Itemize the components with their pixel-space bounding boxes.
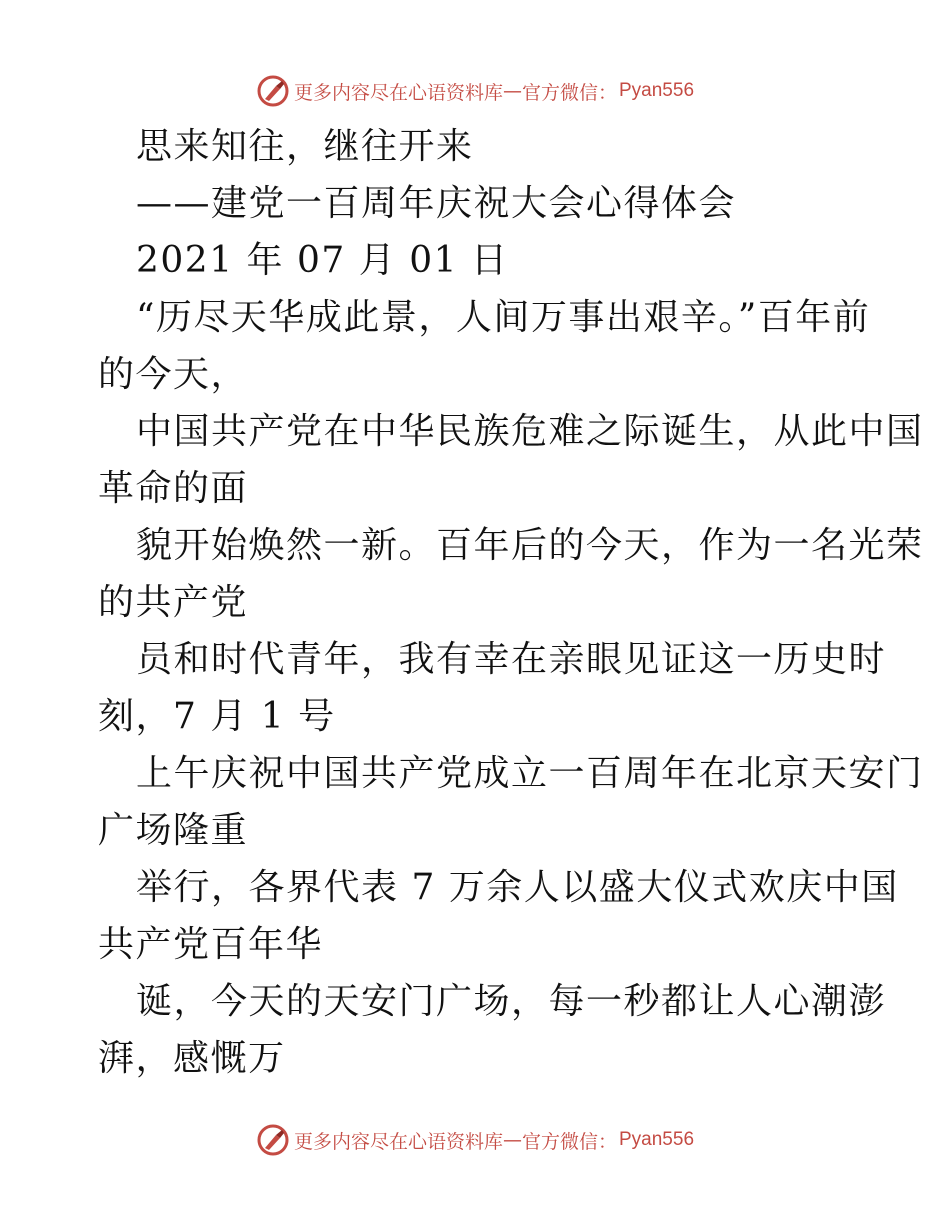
paragraph-line: 湃，感慨万 xyxy=(98,1038,286,1079)
paragraph-line: 广场隆重 xyxy=(98,810,249,851)
watermark-wechat-id: Pyan556 xyxy=(619,1129,695,1150)
header-watermark xyxy=(0,71,950,111)
watermark-separator: — xyxy=(502,1129,522,1151)
document-title: 思来知往，继往开来 xyxy=(136,126,474,167)
paragraph-line: “历尽天华成此景，人间万事出艰辛。”百年前 xyxy=(136,297,871,338)
footer-watermark xyxy=(0,1120,950,1160)
paragraph-line: 刻，7 月 1 号 xyxy=(98,696,336,737)
paragraph-line: 诞，今天的天安门广场，每一秒都让人心潮澎 xyxy=(136,981,887,1022)
paragraph-line: 举行，各界代表 7 万余人以盛大仪式欢庆中国 xyxy=(136,867,899,908)
paragraph-line: 的今天， xyxy=(98,354,249,395)
paragraph-line: 中国共产党在中华民族危难之际诞生，从此中国 xyxy=(136,411,924,452)
watermark-text: 更多内容尽在心语资料库 xyxy=(293,81,503,104)
watermark-wechat-id: Pyan556 xyxy=(619,80,695,101)
pen-nib-logo-icon xyxy=(256,74,290,108)
document-body xyxy=(98,118,924,1087)
paragraph-line: 员和时代青年，我有幸在亲眼见证这一历史时 xyxy=(136,639,887,680)
document-subtitle: ——建党一百周年庆祝大会心得体会 xyxy=(136,183,737,224)
pen-nib-logo-icon xyxy=(256,1123,290,1157)
document-date: 2021 年 07 月 01 日 xyxy=(136,240,509,281)
watermark-text: 更多内容尽在心语资料库 xyxy=(293,1130,503,1153)
paragraph-line: 上午庆祝中国共产党成立一百周年在北京天安门 xyxy=(136,753,924,794)
paragraph-line: 革命的面 xyxy=(98,468,249,509)
paragraph-line: 共产党百年华 xyxy=(98,924,324,965)
paragraph-line: 貌开始焕然一新。百年后的今天，作为一名光荣 xyxy=(136,525,924,566)
watermark-separator: — xyxy=(502,80,522,102)
watermark-wechat-label: 官方微信： xyxy=(521,81,617,104)
watermark-wechat-label: 官方微信： xyxy=(521,1130,617,1153)
paragraph-line: 的共产党 xyxy=(98,582,249,623)
